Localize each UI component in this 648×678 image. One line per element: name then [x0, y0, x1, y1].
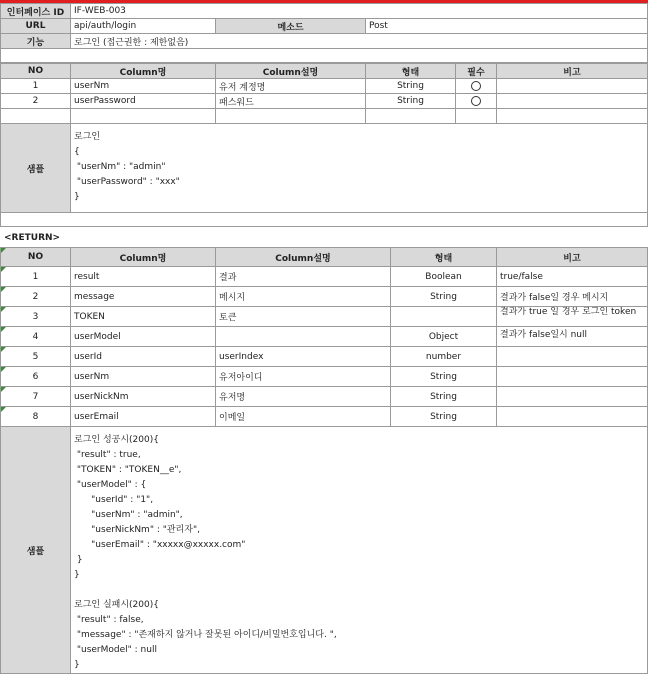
return-section-label: <RETURN> [4, 233, 61, 243]
res-desc [216, 327, 391, 347]
req-column: userPassword [71, 94, 216, 109]
res-desc: 유저아이디 [216, 367, 391, 387]
res-desc: 메시지 [216, 287, 391, 307]
res-no: 3 [1, 307, 71, 327]
res-column: userEmail [71, 407, 216, 427]
res-header-note: 비고 [497, 248, 648, 267]
required-circle-icon [471, 96, 481, 106]
res-type: Object [391, 327, 497, 347]
req-required [456, 94, 497, 109]
res-no: 7 [1, 387, 71, 407]
res-type: String [391, 367, 497, 387]
table-row [1, 407, 648, 427]
res-no: 2 [1, 287, 71, 307]
res-column: TOKEN [71, 307, 216, 327]
req-type: String [366, 94, 456, 109]
table-row [1, 307, 648, 327]
res-note: 결과가 false일 경우 메시지 [497, 287, 648, 307]
table-row [1, 94, 648, 109]
table-row [1, 267, 648, 287]
req-no: 2 [1, 94, 71, 109]
res-header-no: NO [1, 248, 71, 267]
res-note [497, 367, 648, 387]
table-row [1, 79, 648, 94]
table-row [1, 387, 648, 407]
req-desc: 유저 계정명 [216, 79, 366, 94]
response-sample-label: 샘플 [1, 427, 71, 674]
res-column: userModel [71, 327, 216, 347]
req-header-type: 형태 [366, 64, 456, 79]
res-no: 8 [1, 407, 71, 427]
request-sample-label: 샘플 [1, 124, 71, 213]
req-column: userNm [71, 79, 216, 94]
req-note [497, 94, 648, 109]
spacer-row [1, 213, 648, 227]
res-desc: 결과 [216, 267, 391, 287]
req-header-note: 비고 [497, 64, 648, 79]
req-header-no: NO [1, 64, 71, 79]
request-params-table [0, 63, 648, 227]
res-note [497, 387, 648, 407]
res-column: result [71, 267, 216, 287]
req-header-desc: Column설명 [216, 64, 366, 79]
method-label: 메소드 [216, 19, 366, 34]
interface-id-value: IF-WEB-003 [71, 4, 648, 19]
res-desc: 유저명 [216, 387, 391, 407]
method-value: Post [366, 19, 648, 34]
res-column: userNickNm [71, 387, 216, 407]
req-header-column: Column명 [71, 64, 216, 79]
res-type: Boolean [391, 267, 497, 287]
res-note [497, 347, 648, 367]
req-type: String [366, 79, 456, 94]
res-type: String [391, 287, 497, 307]
request-sample-cell [71, 124, 648, 213]
res-no: 6 [1, 367, 71, 387]
response-fields-table [0, 247, 648, 674]
res-no: 1 [1, 267, 71, 287]
res-column: message [71, 287, 216, 307]
url-value: api/auth/login [71, 19, 216, 34]
res-column: userId [71, 347, 216, 367]
url-label: URL [1, 19, 71, 34]
table-row [1, 347, 648, 367]
res-desc: userIndex [216, 347, 391, 367]
interface-id-label: 인터페이스 ID [1, 4, 71, 19]
res-header-column: Column명 [71, 248, 216, 267]
res-type: number [391, 347, 497, 367]
res-header-desc: Column설명 [216, 248, 391, 267]
req-header-required: 필수 [456, 64, 497, 79]
res-column: userNm [71, 367, 216, 387]
res-desc: 토큰 [216, 307, 391, 327]
res-type: String [391, 387, 497, 407]
empty-row [1, 109, 648, 124]
interface-meta-table [0, 3, 648, 63]
response-sample-code: 로그인 성공시(200){ "result" : true, "TOKEN" : "TOKEN__e", "userModel" : { "userId" : "1", "userNm" : "admin", "userNickNm" : "관리자", "userEmail" : "xxxxx@xxxxx.com" } } 로그인 실패시(200){ "result" : false, "message" : "존재하지 않거나 잘못된 아이디/비밀번호입니다. ", "userModel" : null } [74, 435, 337, 670]
feature-value: 로그인 (접근권한 : 제한없음) [71, 34, 648, 49]
req-no: 1 [1, 79, 71, 94]
res-type [391, 307, 497, 327]
required-circle-icon [471, 81, 481, 91]
res-note [497, 407, 648, 427]
res-no: 4 [1, 327, 71, 347]
spacer-row [1, 49, 648, 63]
res-note: 결과가 true 일 경우 로그인 token [497, 307, 648, 327]
res-note: 결과가 false일시 null [497, 327, 648, 347]
res-no: 5 [1, 347, 71, 367]
table-row [1, 367, 648, 387]
request-sample-code: 로그인 { "userNm" : "admin" "userPassword" : "xxx" } [74, 132, 180, 202]
table-row [1, 287, 648, 307]
res-note: true/false [497, 267, 648, 287]
req-desc: 패스워드 [216, 94, 366, 109]
res-type: String [391, 407, 497, 427]
res-desc: 이메일 [216, 407, 391, 427]
table-row [1, 327, 648, 347]
req-note [497, 79, 648, 94]
feature-label: 기능 [1, 34, 71, 49]
req-required [456, 79, 497, 94]
res-header-type: 형태 [391, 248, 497, 267]
response-sample-cell [71, 427, 648, 674]
